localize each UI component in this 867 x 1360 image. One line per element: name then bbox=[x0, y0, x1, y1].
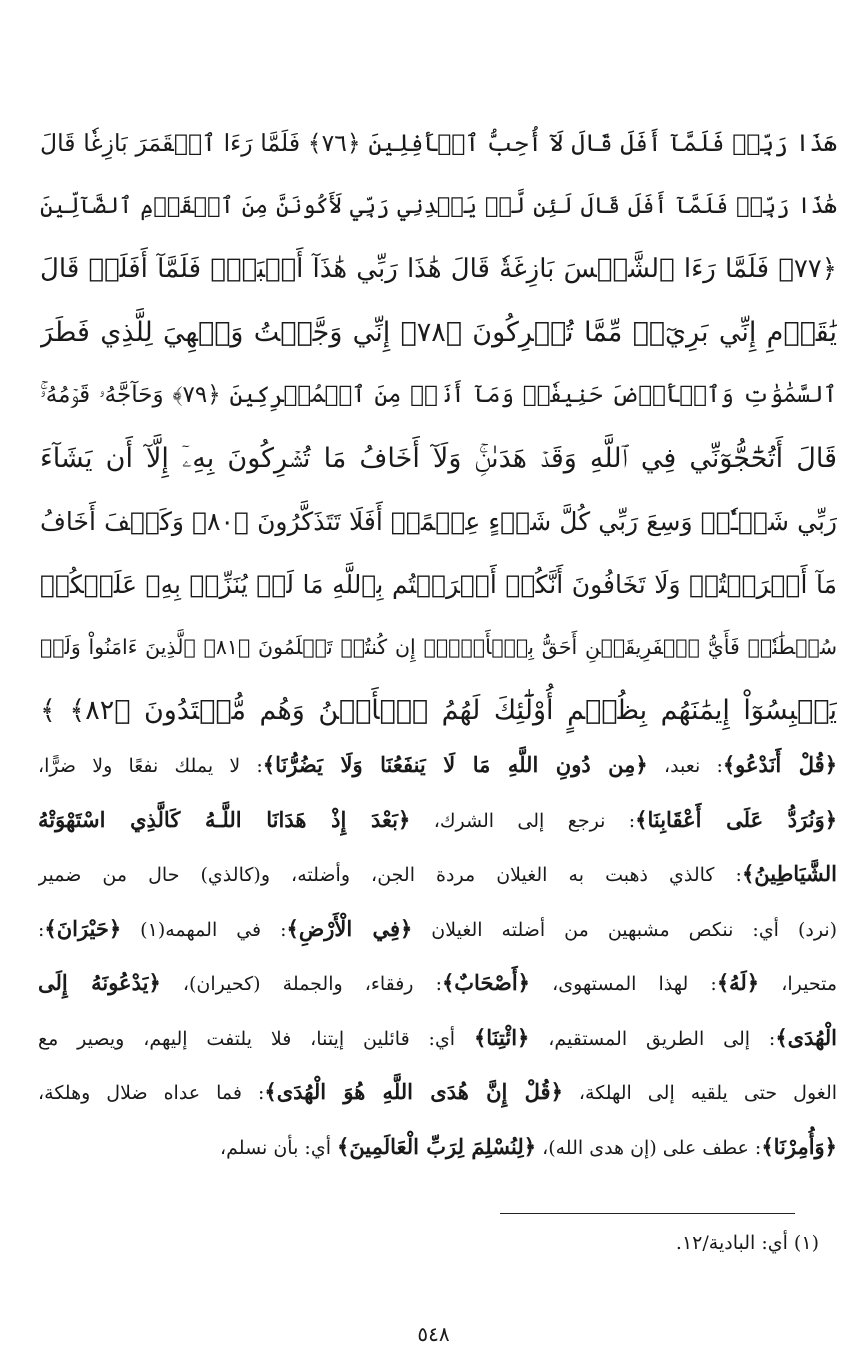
commentary-text: : نعبد، bbox=[647, 755, 723, 777]
footnote: (١) أي: البادية/١٢. bbox=[675, 1232, 819, 1254]
commentary-line bbox=[38, 902, 837, 957]
verse-line: سُلۡطَٰنٗاۚ فَأَيُّ ٱلۡفَرِيقَيۡنِ أَحَقُّ بِٱلۡأَمۡنِۖ إِن كُنتُمۡ تَعۡلَمُونَ ﴿٨١﴾ ٱلَّذِينَ ءَامَنُواْ وَلَمۡ bbox=[40, 635, 837, 659]
quran-verse-block bbox=[40, 112, 837, 742]
quoted-verse: الْهُدَى﴾ bbox=[775, 1024, 837, 1050]
footnote-divider bbox=[500, 1213, 795, 1214]
page-number: ٥٤٨ bbox=[417, 1322, 450, 1346]
quoted-verse: ﴿بَعْدَ إِذْ هَدَانَا اللَّـهُ كَالَّذِي اسْتَهْوَتْهُ bbox=[38, 806, 411, 832]
quoted-verse: ﴿يَدْعُونَهُ إِلَى bbox=[38, 970, 161, 995]
commentary-text: الغول حتى يلقيه إلى الهلكة، bbox=[562, 1082, 837, 1104]
commentary-line bbox=[38, 738, 837, 793]
commentary-line bbox=[38, 956, 837, 1011]
commentary-text: أي: قائلين إيتنا، فلا يلتفت إليهم، ويصير مع bbox=[38, 1027, 474, 1050]
quoted-verse: ﴿مِن دُونِ اللَّهِ مَا لَا يَنفَعُنَا وَلَا يَضُرُّنَا﴾ bbox=[262, 752, 648, 777]
verse-line: يَٰقَوۡمِ إِنِّي بَرِيٓءٞ مِّمَّا تُشۡرِكُونَ ﴿٧٨﴾ إِنِّي وَجَّهۡتُ وَجۡهِيَ لِلَّذِي فَطَرَ bbox=[40, 317, 837, 348]
commentary-text: (نرد) أي: ننكص مشبهين من أضلته الغيلان bbox=[412, 918, 837, 941]
verse-line: هَٰذَا رَبِّيۖ فَلَمَّآ أَفَلَ قَالَ لَئِن لَّمۡ يَهۡدِنِي رَبِّي لَأَكُونَنَّ مِنَ ٱلۡقَوۡمِ ٱلضَّآلِّينَ bbox=[40, 193, 837, 219]
commentary-text: : لا يملك نفعًا ولا ضرًّا، bbox=[38, 755, 263, 777]
commentary-line bbox=[38, 1065, 837, 1120]
quoted-verse: ﴿وَأُمِرْنَا﴾ bbox=[761, 1133, 837, 1159]
commentary-text: : لهذا المستهوى، bbox=[529, 973, 717, 995]
commentary-text: : في المهمه(١) bbox=[121, 918, 287, 941]
commentary-line bbox=[38, 847, 837, 902]
quoted-verse: ﴿قُلْ أَنَدْعُو﴾ bbox=[722, 752, 837, 777]
quoted-verse: ﴿فِي الْأَرْضِ﴾ bbox=[286, 915, 413, 941]
commentary-text: : رفقاء، والجملة (كحيران)، bbox=[160, 973, 442, 995]
tafsir-commentary bbox=[38, 738, 837, 1174]
commentary-text: : عطف على (إن هدى الله)، bbox=[536, 1136, 762, 1159]
verse-line: ﴿٧٧﴾ فَلَمَّا رَءَا ٱلشَّمۡسَ بَازِغَةٗ قَالَ هَٰذَا رَبِّي هَٰذَآ أَكۡبَرُۖ فَلَمَّآ أَفَلَتۡ قَالَ bbox=[40, 254, 837, 284]
quoted-verse: ﴿ائْتِنَا﴾ bbox=[473, 1024, 530, 1050]
verse-line: ٱلسَّمَٰوَٰتِ وَٱلۡأَرۡضَ حَنِيفٗاۖ وَمَآ أَنَا۠ مِنَ ٱلۡمُشۡرِكِينَ ﴿٧٩﴾ وَحَآجَّهُۥ قَوۡمُهُۥۚ bbox=[40, 382, 837, 408]
verse-line: رَبِّي شَيۡـٔٗاۚ وَسِعَ رَبِّي كُلَّ شَيۡءٍ عِلۡمًاۚ أَفَلَا تَتَذَكَّرُونَ ﴿٨٠﴾ وَكَيۡفَ أَخَافُ bbox=[40, 507, 837, 536]
verse-line: يَلۡبِسُوٓاْ إِيمَٰنَهُم بِظُلۡمٍ أُوْلَٰٓئِكَ لَهُمُ ٱلۡأَمۡنُ وَهُم مُّهۡتَدُونَ ﴿٨٢﴾ ﴾ bbox=[40, 695, 837, 726]
quoted-verse: ﴿لَهُ﴾ bbox=[716, 970, 760, 995]
quoted-verse: الشَّيَاطِينُ﴾ bbox=[741, 861, 837, 886]
commentary-line bbox=[38, 1011, 837, 1066]
quoted-verse: ﴿قُلْ إِنَّ هُدَى اللَّهِ هُوَ الْهُدَى﴾ bbox=[264, 1079, 563, 1104]
commentary-line bbox=[38, 793, 837, 848]
quoted-verse: ﴿وَنُرَدُّ عَلَى أَعْقَابِنَا﴾ bbox=[635, 806, 837, 832]
commentary-text: : bbox=[38, 918, 45, 941]
verse-line: هَذَا رَبِّيۖ فَلَمَّآ أَفَلَ قَالَ لَآ أُحِبُّ ٱلۡأَفِلِينَ ﴿٧٦﴾ فَلَمَّا رَءَا ٱلۡقَمَرَ بَازِغٗا قَالَ bbox=[40, 129, 837, 157]
commentary-text: : إلى الطريق المستقيم، bbox=[529, 1027, 776, 1050]
quoted-verse: ﴿أَصْحَابٌ﴾ bbox=[441, 970, 530, 995]
commentary-text: متحيرا، bbox=[759, 973, 837, 995]
verse-line: مَآ أَشۡرَكۡتُمۡ وَلَا تَخَافُونَ أَنَّكُمۡ أَشۡرَكۡتُم بِٱللَّهِ مَا لَمۡ يُنَزِّلۡ بِهِۦ عَلَيۡكُمۡ bbox=[40, 570, 837, 599]
quoted-verse: ﴿حَيْرَانَ﴾ bbox=[44, 915, 122, 941]
quoted-verse: ﴿لِنُسْلِمَ لِرَبِّ الْعَالَمِينَ﴾ bbox=[337, 1133, 537, 1159]
commentary-text: أي: بأن نسلم، bbox=[220, 1136, 338, 1159]
verse-line: قَالَ أَتُحَٰٓجُّوٓنِّي فِي ٱللَّهِ وَقَدۡ هَدَىٰنِۚ وَلَآ أَخَافُ مَا تُشۡرِكُونَ بِهِۦٓ إِلَّآ أَن يَشَآءَ bbox=[40, 443, 837, 474]
commentary-text: : نرجع إلى الشرك، bbox=[410, 809, 636, 832]
commentary-text: : فما عداه ضلال وهلكة، bbox=[38, 1082, 265, 1104]
commentary-text: : كالذي ذهبت به الغيلان مردة الجن، وأضلته، و(كالذي) حال من ضمير bbox=[38, 864, 742, 886]
commentary-line bbox=[38, 1120, 837, 1175]
